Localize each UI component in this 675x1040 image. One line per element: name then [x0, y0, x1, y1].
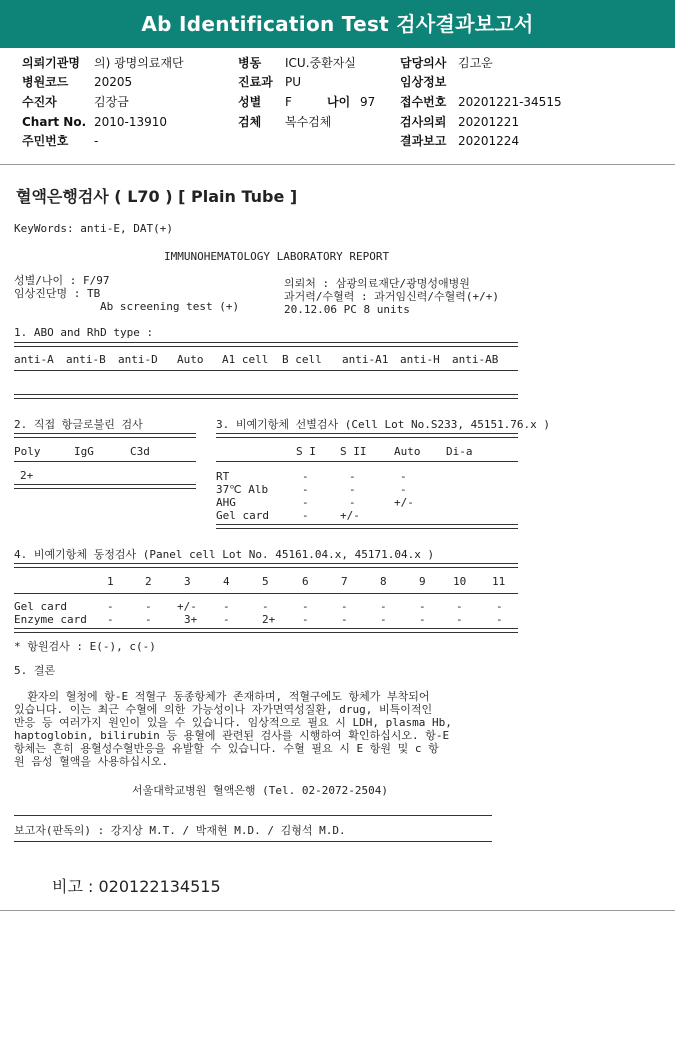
- remark-value: 020122134515: [98, 877, 221, 896]
- abo-title: 1. ABO and RhD type :: [14, 326, 154, 339]
- panel-cell: -: [380, 613, 387, 626]
- single-rule: [14, 815, 492, 816]
- screen-row-label: Gel card: [216, 509, 269, 522]
- info-clinical: 임상정보: [400, 75, 447, 89]
- screen-cell: +/-: [340, 509, 360, 522]
- conclusion-title: 5. 결론: [14, 664, 56, 677]
- info-dept-value: PU: [285, 75, 302, 89]
- panel-cell: -: [380, 600, 387, 613]
- abo-header: Auto: [177, 353, 204, 366]
- info-ward: 병동: [238, 56, 262, 70]
- info-ward-value: ICU.중환자실: [285, 56, 356, 70]
- info-specimen-value: 복수검체: [285, 115, 332, 129]
- info-hospital-code-value: 20205: [94, 75, 133, 89]
- info-report-date: 결과보고: [400, 134, 447, 148]
- info-dept: 진료과: [238, 75, 273, 89]
- screen-header: S I: [296, 445, 316, 458]
- panel-header: 2: [145, 575, 152, 588]
- reporter: 보고자(판독의) : 강지상 M.T. / 박재현 M.D. / 김형석 M.D.: [14, 824, 346, 837]
- double-rule: [14, 342, 518, 347]
- screen-header: Auto: [394, 445, 421, 458]
- panel-header: 10: [453, 575, 467, 588]
- screen-cell: -: [302, 470, 309, 483]
- panel-header: 5: [262, 575, 269, 588]
- panel-cell: -: [302, 613, 309, 626]
- double-rule: [14, 394, 518, 399]
- info-specimen: 검체: [238, 115, 262, 129]
- single-rule: [14, 461, 196, 462]
- conclusion-line: haptoglobin, bilirubin 등 용혈에 관련된 검사를 시행하여 확인하십시오. 항-E: [14, 729, 450, 742]
- panel-cell: -: [456, 613, 463, 626]
- panel-cell: 3+: [184, 613, 198, 626]
- single-rule: [14, 370, 518, 371]
- panel-header: 9: [419, 575, 426, 588]
- info-patient: 수진자: [22, 95, 57, 109]
- keywords: KeyWords: anti-E, DAT(+): [14, 222, 173, 235]
- sex-age: 성별/나이 : F/97: [14, 274, 110, 287]
- info-patient-value: 김장금: [94, 95, 129, 109]
- panel-cell: -: [145, 613, 152, 626]
- double-rule: [14, 484, 196, 489]
- report-heading: IMMUNOHEMATOLOGY LABORATORY REPORT: [164, 250, 390, 263]
- info-institution: 의뢰기관명: [22, 56, 80, 70]
- panel-cell: +/-: [177, 600, 197, 613]
- blood-bank: 서울대학교병원 혈액은행 (Tel. 02-2072-2504): [132, 784, 388, 797]
- screen-row-label: RT: [216, 470, 230, 483]
- panel-header: 8: [380, 575, 387, 588]
- panel-cell: -: [341, 600, 348, 613]
- screen-cell: -: [302, 509, 309, 522]
- single-rule: [14, 841, 492, 842]
- abo-header: anti-AB: [452, 353, 499, 366]
- conclusion-line: 환자의 혈청에 항-E 적혈구 동종항체가 존재하며, 적혈구에도 항체가 부착되어: [14, 690, 430, 703]
- panel-row-label: Enzyme card: [14, 613, 87, 626]
- abo-header: anti-D: [118, 353, 158, 366]
- single-rule: [216, 461, 518, 462]
- screen-cell: -: [349, 470, 356, 483]
- panel-row-label: Gel card: [14, 600, 67, 613]
- conclusion-line: 항체는 흔히 용혈성수혈반응을 유발할 수 있습니다. 수혈 필요 시 E 항원 및 c 항: [14, 742, 439, 755]
- info-resident-no-value: -: [94, 134, 99, 148]
- single-rule: [14, 593, 518, 594]
- panel-cell: -: [223, 600, 230, 613]
- screen-cell: +/-: [394, 496, 414, 509]
- screen-cell: -: [400, 483, 407, 496]
- screen-cell: -: [400, 470, 407, 483]
- conclusion-line: 원 음성 혈액을 사용하십시오.: [14, 755, 169, 768]
- conclusion-line: 있습니다. 이는 최근 수혈에 의한 가능성이나 자가면역성질환, drug, 비특이적인: [14, 703, 433, 716]
- info-doctor-value: 김고운: [458, 56, 493, 70]
- double-rule: [14, 628, 518, 633]
- info-hospital-code: 병원코드: [22, 75, 69, 89]
- abo-header: B cell: [282, 353, 322, 366]
- panel-cell: 2+: [262, 613, 276, 626]
- info-age: 나이: [327, 95, 351, 109]
- double-rule: [14, 563, 518, 568]
- abo-header: anti-H: [400, 353, 440, 366]
- conclusion-line: 반응 등 여러가지 원인이 있을 수 있습니다. 임상적으로 필요 시 LDH, plasma Hb,: [14, 716, 452, 729]
- panel-cell: -: [145, 600, 152, 613]
- info-chart: Chart No.: [22, 115, 87, 129]
- double-rule: [216, 433, 518, 438]
- screen-title: 3. 비예기항체 선별검사 (Cell Lot No.S233, 45151.76.x ): [216, 418, 551, 431]
- transfusion: 20.12.06 PC 8 units: [284, 303, 410, 316]
- panel-cell: -: [107, 600, 114, 613]
- section-title: 혈액은행검사 ( L70 ) [ Plain Tube ]: [16, 187, 298, 206]
- info-request: 검사의뢰: [400, 115, 447, 129]
- panel-cell: -: [223, 613, 230, 626]
- dat-header: C3d: [130, 445, 150, 458]
- abo-header: anti-B: [66, 353, 106, 366]
- panel-cell: -: [262, 600, 269, 613]
- screen-cell: -: [349, 483, 356, 496]
- info-age-value: 97: [360, 95, 376, 109]
- abo-header: anti-A: [14, 353, 54, 366]
- info-resident-no: 주민번호: [22, 134, 69, 148]
- screen-cell: -: [302, 496, 309, 509]
- screen-header: Di-a: [446, 445, 473, 458]
- info-chart-value: 2010-13910: [94, 115, 168, 129]
- info-report-date-value: 20201224: [458, 134, 520, 148]
- panel-header: 7: [341, 575, 348, 588]
- diagnosis: 임상진단명 : TB: [14, 287, 101, 300]
- panel-cell: -: [302, 600, 309, 613]
- remark: [52, 874, 221, 897]
- divider-top: [0, 164, 675, 165]
- report-title: Ab Identification Test 검사결과보고서: [141, 12, 534, 36]
- panel-cell: -: [341, 613, 348, 626]
- panel-header: 3: [184, 575, 191, 588]
- requester: 의뢰처 : 삼광의료재단/광명성애병원: [284, 277, 470, 290]
- history: 과거력/수혈력 : 과거임신력/수혈력(+/+): [284, 290, 499, 303]
- abo-header: anti-A1: [342, 353, 389, 366]
- screen-row-label: 37℃ Alb: [216, 483, 269, 496]
- screen-cell: -: [302, 483, 309, 496]
- divider-bottom: [0, 910, 675, 911]
- dat-header: Poly: [14, 445, 41, 458]
- panel-cell: -: [419, 613, 426, 626]
- info-sex-value: F: [285, 95, 292, 109]
- screening-note: Ab screening test (+): [100, 300, 240, 313]
- screen-header: S II: [340, 445, 367, 458]
- info-doctor: 담당의사: [400, 56, 447, 70]
- antigen-result: * 항원검사 : E(-), c(-): [14, 640, 156, 653]
- info-sex: 성별: [238, 95, 262, 109]
- abo-header: A1 cell: [222, 353, 269, 366]
- panel-cell: -: [107, 613, 114, 626]
- dat-value: 2+: [20, 469, 34, 482]
- panel-header: 1: [107, 575, 114, 588]
- info-receipt-value: 20201221-34515: [458, 95, 562, 109]
- screen-row-label: AHG: [216, 496, 236, 509]
- screen-cell: -: [349, 496, 356, 509]
- dat-title: 2. 직접 항글로불린 검사: [14, 418, 143, 431]
- panel-header: 6: [302, 575, 309, 588]
- dat-header: IgG: [74, 445, 94, 458]
- remark-label: 비고 :: [52, 877, 99, 896]
- panel-cell: -: [496, 613, 503, 626]
- panel-header: 11: [492, 575, 506, 588]
- panel-cell: -: [496, 600, 503, 613]
- panel-header: 4: [223, 575, 230, 588]
- panel-cell: -: [419, 600, 426, 613]
- info-institution-value: 의) 광명의료재단: [94, 56, 184, 70]
- panel-title: 4. 비예기항체 동정검사 (Panel cell Lot No. 45161.04.x, 45171.04.x ): [14, 548, 435, 561]
- info-receipt: 접수번호: [400, 95, 447, 109]
- panel-cell: -: [456, 600, 463, 613]
- double-rule: [14, 433, 196, 438]
- double-rule: [216, 524, 518, 529]
- info-request-value: 20201221: [458, 115, 520, 129]
